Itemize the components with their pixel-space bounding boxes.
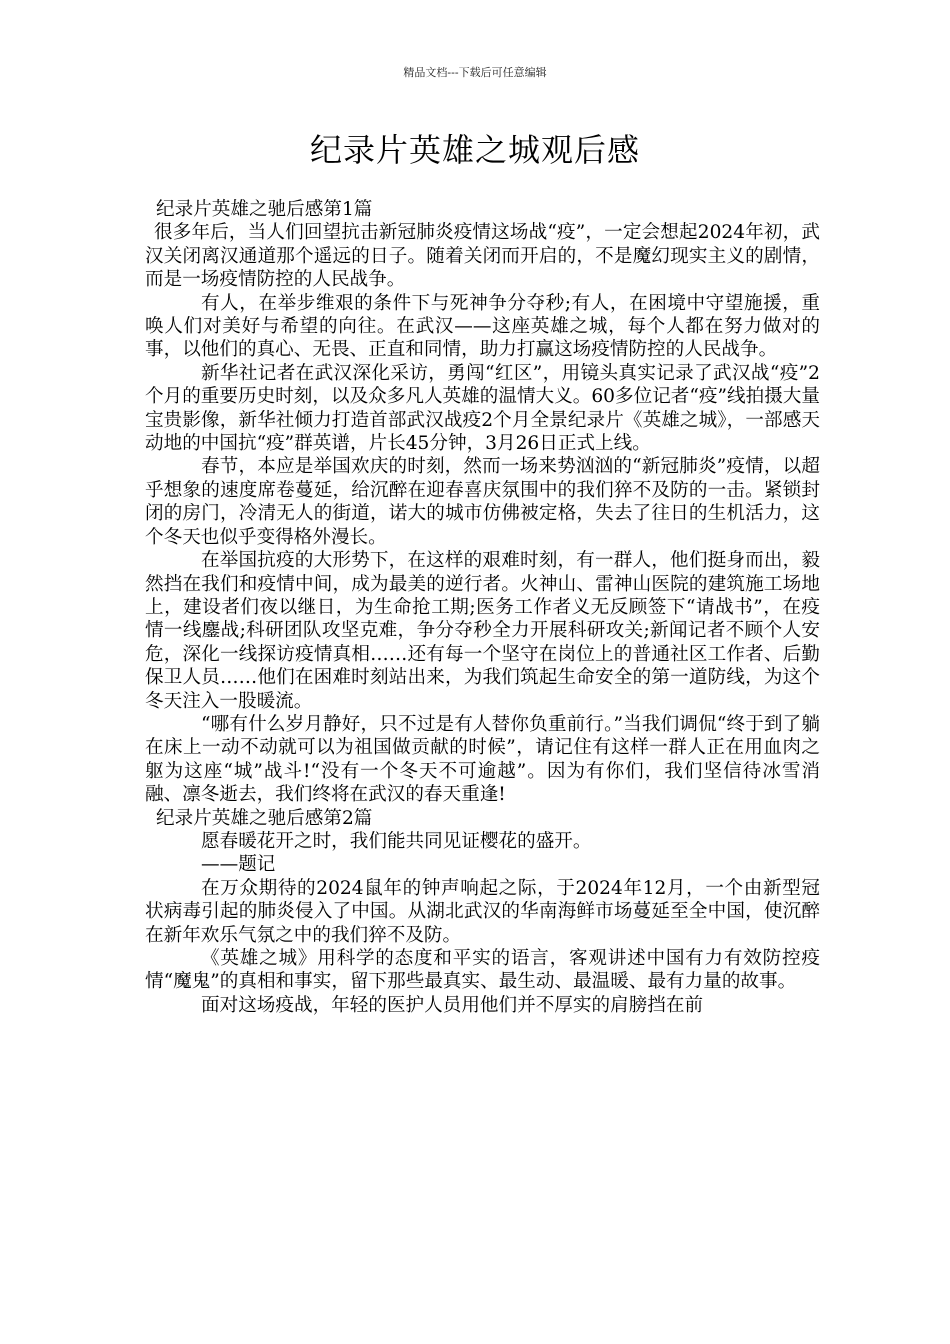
document-body [145, 198, 820, 1017]
section-heading: 纪录片英雄之驰后感第2篇 [156, 807, 373, 829]
paragraph: 在万众期待的2024鼠年的钟声响起之际，于2024年12月，一个由新型冠状病毒引起的肺炎侵入了中国。从湖北武汉的华南海鲜市场蔓延至全中国，使沉醉在新年欢乐气氛之中的我们猝不及防。 [145, 877, 820, 946]
paragraph: “哪有什么岁月静好，只不过是有人替你负重前行。”当我们调侃“终于到了躺在床上一动不动就可以为祖国做贡献的时候”，请记住有这样一群人正在用血肉之躯为这座“城”战斗!“没有一个冬天不可逾越”。因为有你们，我们坚信待冰雪消融、凛冬逝去，我们终将在武汉的春天重逢! [145, 713, 820, 806]
paragraph: 愿春暖花开之时，我们能共同见证樱花的盛开。 [201, 830, 592, 852]
document-title: 纪录片英雄之城观后感 [309, 131, 640, 169]
paragraph: 面对这场疫战，年轻的医护人员用他们并不厚实的肩膀挡在前 [201, 994, 704, 1016]
paragraph: 很多年后，当人们回望抗击新冠肺炎疫情这场战“疫”，一定会想起2024年初，武汉关闭离汉通道那个遥远的日子。随着关闭而开启的，不是魔幻现实主义的剧情，而是一场疫情防控的人民战争。 [145, 222, 820, 291]
paragraph: 在举国抗疫的大形势下，在这样的艰难时刻，有一群人，他们挺身而出，毅然挡在我们和疫情中间，成为最美的逆行者。火神山、雷神山医院的建筑施工场地上，建设者们夜以继日，为生命抢工期;医务工作者义无反顾签下“请战书”，在疫情一线鏖战;科研团队攻坚克难，争分夺秒全力开展科研攻关;新闻记者不顾个人安危，深化一线探访疫情真相……还有每一个坚守在岗位上的普通社区工作者、后勤保卫人员……他们在困难时刻站出来，为我们筑起生命安全的第一道防线，为这个冬天注入一股暖流。 [145, 550, 820, 712]
section-heading: 纪录片英雄之驰后感第1篇 [156, 199, 373, 220]
paragraph: 新华社记者在武汉深化采访，勇闯“红区”，用镜头真实记录了武汉战“疫”2个月的重要历史时刻，以及众多凡人英雄的温情大义。60多位记者“疫”线拍摄大量宝贵影像，新华社倾力打造首部武汉战疫2个月全景纪录片《英雄之城》，一部感天动地的中国抗“疫”群英谱，片长45分钟，3月26日正式上线。 [145, 362, 820, 455]
paragraph: 春节，本应是举国欢庆的时刻，然而一场来势汹汹的“新冠肺炎”疫情，以超乎想象的速度席卷蔓延，给沉醉在迎春喜庆氛围中的我们猝不及防的一击。紧锁封闭的房门，冷清无人的街道，诺大的城市仿佛被定格，失去了往日的生机活力，这个冬天也似乎变得格外漫长。 [145, 456, 820, 548]
header-note: 精品文档---下载后可任意编辑 [403, 66, 547, 79]
paragraph: 《英雄之城》用科学的态度和平实的语言，客观讲述中国有力有效防控疫情“魔鬼”的真相和事实，留下那些最真实、最生动、最温暖、最有力量的故事。 [145, 948, 820, 993]
paragraph: ——题记 [201, 854, 276, 876]
paragraph: 有人，在举步维艰的条件下与死神争分夺秒;有人，在困境中守望施援，重唤人们对美好与希望的向往。在武汉——这座英雄之城，每个人都在努力做对的事，以他们的真心、无畏、正直和同情，助力打赢这场疫情防控的人民战争。 [145, 292, 820, 361]
